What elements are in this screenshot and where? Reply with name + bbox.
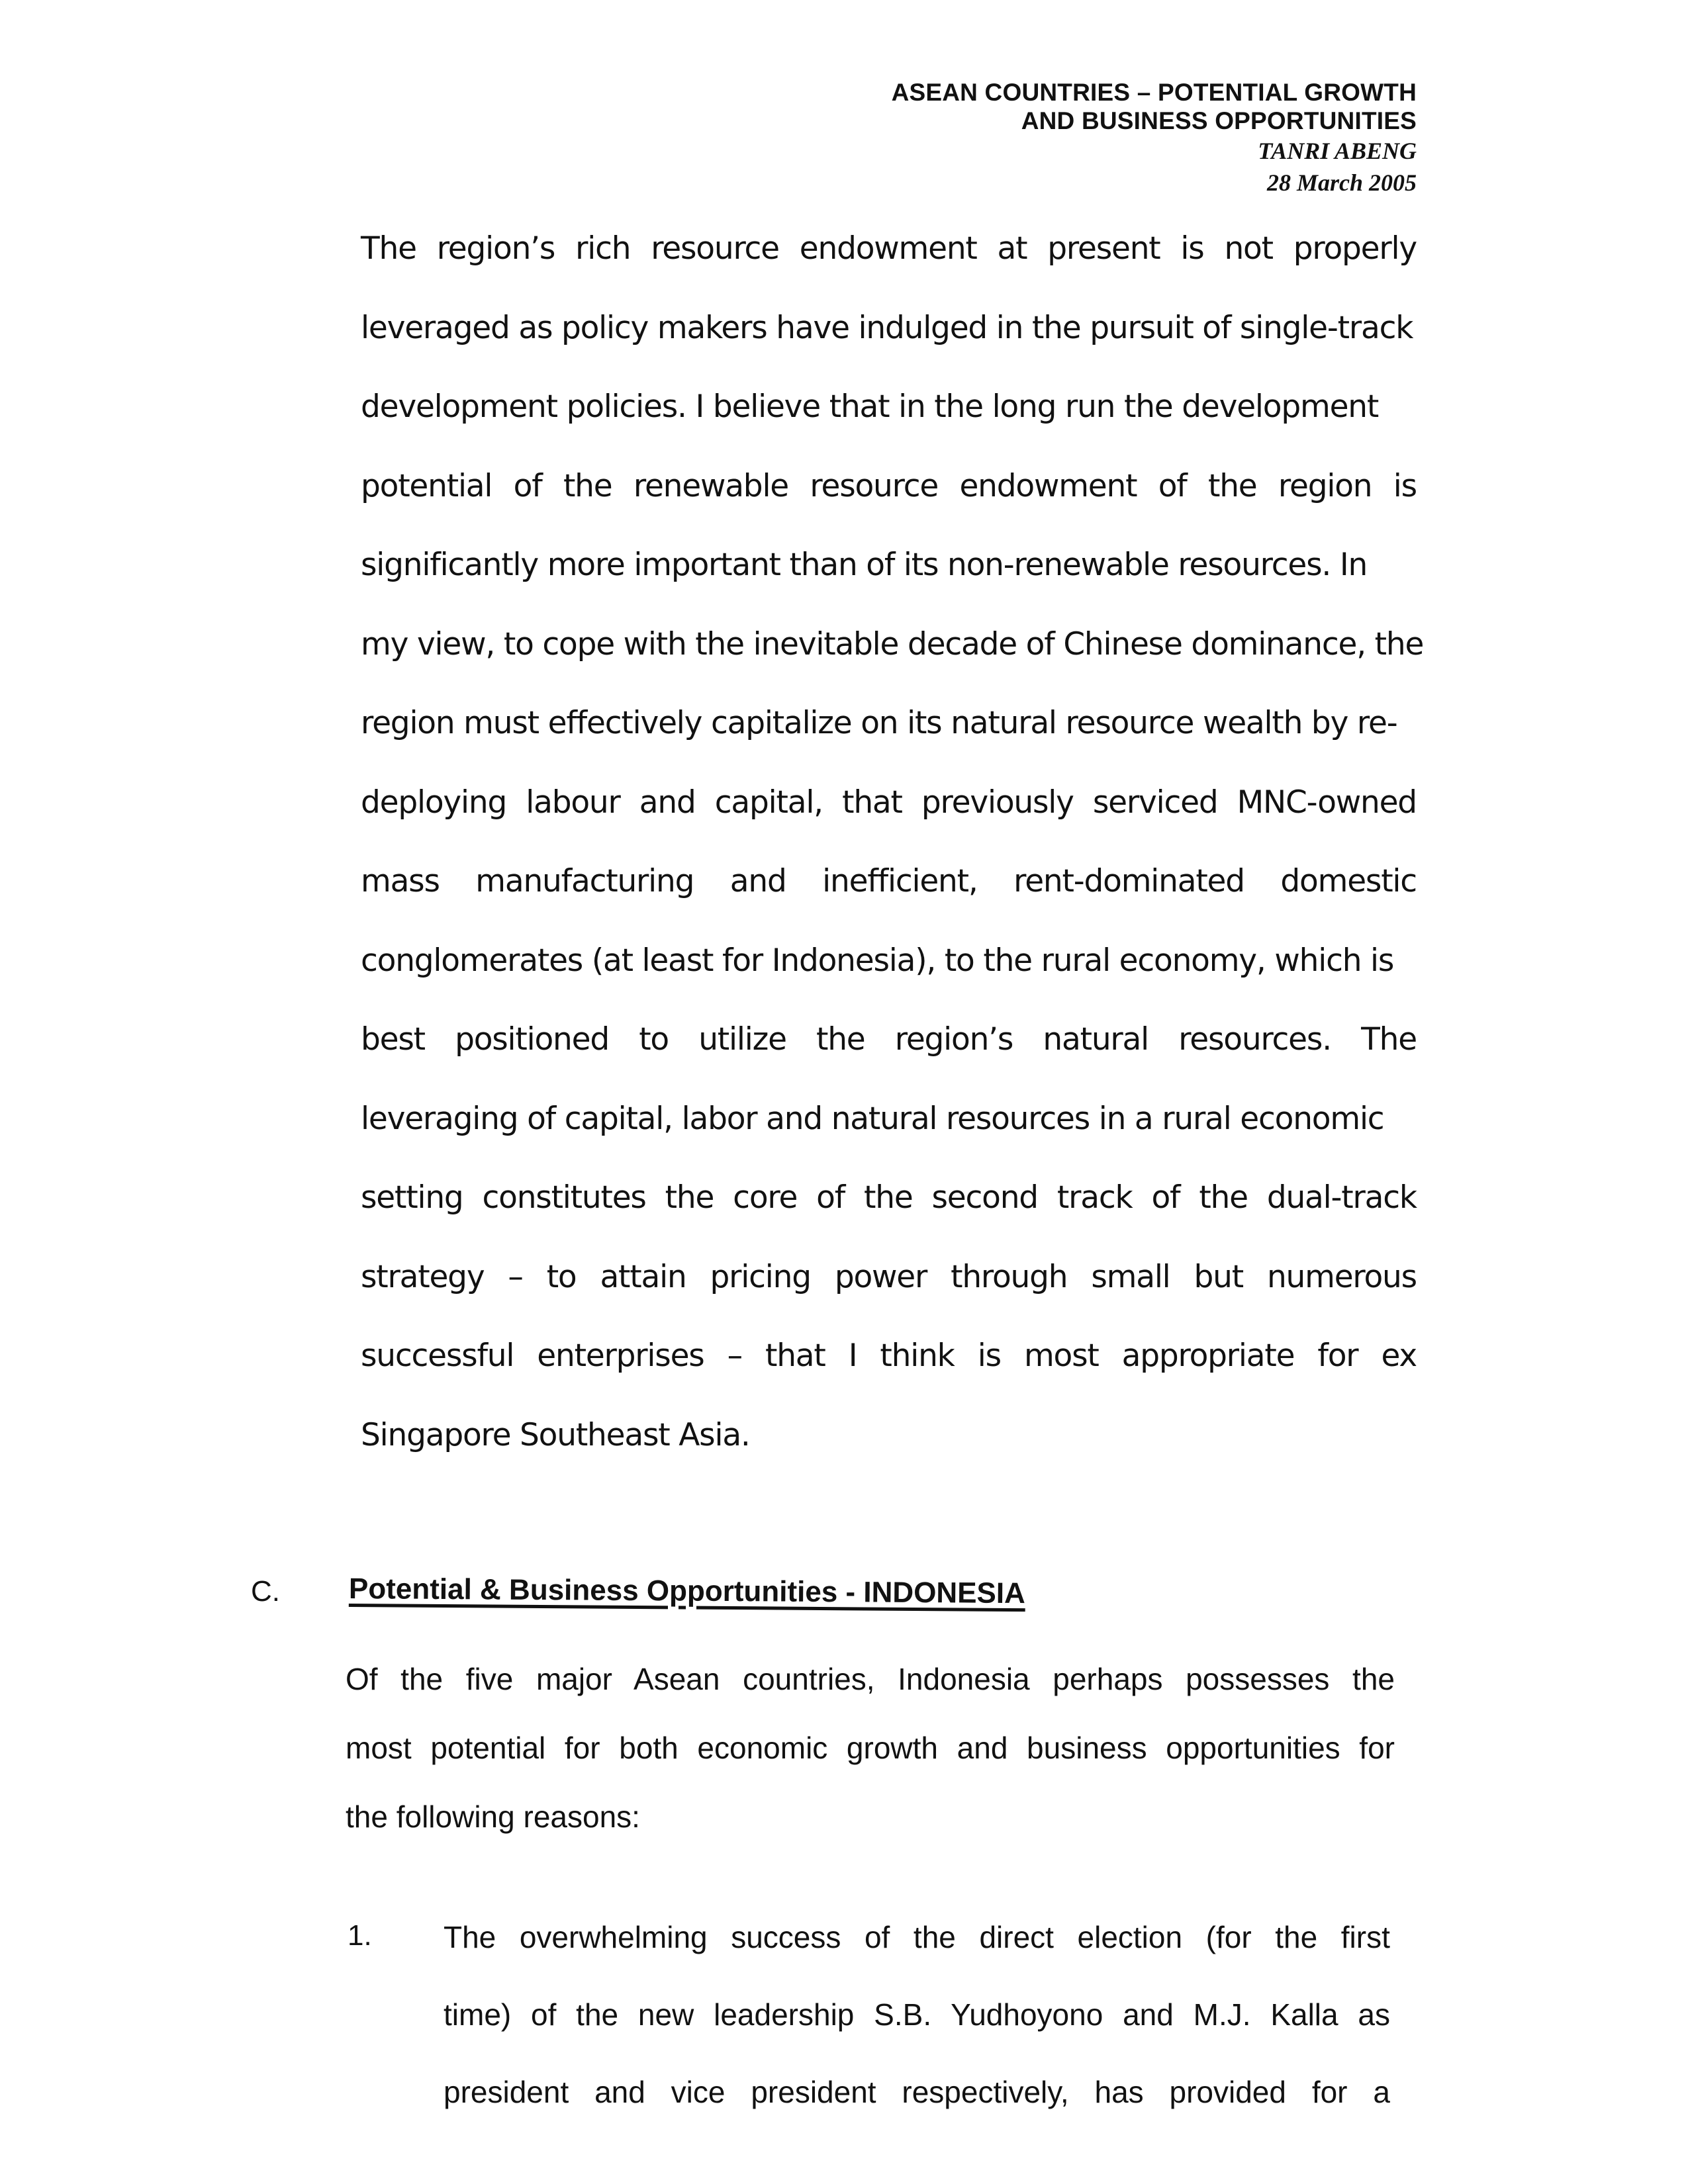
text-line xyxy=(444,2074,1390,2110)
word: dual-track xyxy=(1266,1179,1417,1216)
word: MNC-owned xyxy=(1237,784,1417,821)
word: of xyxy=(1151,1179,1180,1216)
word: small xyxy=(1091,1258,1170,1295)
word: inefficient, xyxy=(822,863,978,899)
line-text: leveraging of capital, labor and natural resources in a rural economic xyxy=(361,1100,1384,1137)
word: rent-dominated xyxy=(1013,863,1244,899)
word: and xyxy=(594,2075,645,2109)
text-line xyxy=(361,1417,1417,1453)
header-title-line-1: ASEAN COUNTRIES – POTENTIAL GROWTH xyxy=(891,79,1417,106)
word: serviced xyxy=(1092,784,1218,821)
word: ex xyxy=(1381,1338,1417,1374)
text-line xyxy=(361,942,1417,979)
word: strategy xyxy=(361,1258,485,1295)
text-line xyxy=(361,310,1417,346)
line-text: region must effectively capitalize on its natural resource wealth by re- xyxy=(361,705,1397,741)
word: that xyxy=(842,784,902,821)
word: positioned xyxy=(455,1021,609,1058)
section-letter: C. xyxy=(251,1575,280,1608)
word: most xyxy=(1023,1338,1099,1374)
word: to xyxy=(639,1021,669,1058)
word: second xyxy=(931,1179,1038,1216)
word: has xyxy=(1094,2075,1144,2109)
word: (for xyxy=(1205,1920,1252,1954)
word: region’s xyxy=(894,1021,1013,1058)
word: think xyxy=(880,1338,955,1374)
word: overwhelming xyxy=(519,1920,708,1954)
word: first xyxy=(1340,1920,1390,1954)
text-line xyxy=(361,863,1417,899)
word: region’s xyxy=(436,230,555,267)
word: mass xyxy=(361,863,440,899)
word: enterprises xyxy=(537,1338,704,1374)
header-title-line-2: AND BUSINESS OPPORTUNITIES xyxy=(1021,107,1417,134)
word: a xyxy=(1373,2075,1390,2109)
word: I xyxy=(848,1338,857,1374)
word: – xyxy=(508,1258,523,1295)
word: endowment xyxy=(799,230,977,267)
line-text: leveraged as policy makers have indulged in the pursuit of single-track xyxy=(361,309,1413,346)
word: the xyxy=(913,1920,956,1954)
word: the xyxy=(1199,1179,1248,1216)
word: The xyxy=(444,1920,496,1954)
word: The xyxy=(361,230,416,267)
word: numerous xyxy=(1266,1258,1417,1295)
text-line xyxy=(361,1101,1417,1137)
word: of xyxy=(1158,467,1187,504)
section-heading: Potential & Business Opportunities - INDONESIA xyxy=(348,1572,1026,1610)
word: The xyxy=(1361,1021,1417,1058)
text-line: Of the five major Asean countries, Indonesia perhaps possesses the xyxy=(346,1662,1395,1696)
word: capital, xyxy=(714,784,823,821)
word: for xyxy=(1311,2075,1348,2109)
line-text: conglomerates (at least for Indonesia), to the rural economy, which is xyxy=(361,942,1394,979)
word: for xyxy=(1317,1338,1358,1374)
word: the xyxy=(1207,467,1257,504)
word: not xyxy=(1224,230,1273,267)
text-line: the following reasons: xyxy=(346,1799,640,1834)
word: best xyxy=(361,1021,425,1058)
word: success xyxy=(731,1920,841,1954)
word: successful xyxy=(361,1338,514,1374)
word: of xyxy=(513,467,542,504)
word: resources. xyxy=(1178,1021,1331,1058)
word: is xyxy=(1180,230,1204,267)
word: renewable xyxy=(633,467,789,504)
word: to xyxy=(546,1258,577,1295)
word: through xyxy=(951,1258,1068,1295)
text-line xyxy=(361,468,1417,504)
word: the xyxy=(1275,1920,1318,1954)
word: of xyxy=(864,1920,890,1954)
word: attain xyxy=(600,1258,686,1295)
word: labour xyxy=(526,784,620,821)
text-line xyxy=(361,1259,1417,1295)
word: election xyxy=(1077,1920,1183,1954)
word: resource xyxy=(651,230,779,267)
word: deploying xyxy=(361,784,507,821)
text-line xyxy=(361,547,1417,583)
word: previously xyxy=(921,784,1074,821)
word: and xyxy=(729,863,786,899)
word: endowment xyxy=(959,467,1137,504)
text-line: most potential for both economic growth and business opportunities for xyxy=(346,1731,1395,1765)
word: present xyxy=(1047,230,1160,267)
text-line xyxy=(361,1179,1417,1216)
word: pricing xyxy=(710,1258,811,1295)
word: is xyxy=(977,1338,1001,1374)
word: setting xyxy=(361,1179,463,1216)
text-line: time) of the new leadership S.B. Yudhoyono and M.J. Kalla as xyxy=(444,1997,1390,2032)
text-line xyxy=(361,230,1417,267)
word: region xyxy=(1278,467,1372,504)
word: – xyxy=(727,1338,742,1374)
word: at xyxy=(997,230,1027,267)
word: the xyxy=(864,1179,913,1216)
word: rich xyxy=(575,230,631,267)
word: appropriate xyxy=(1121,1338,1295,1374)
word: the xyxy=(665,1179,714,1216)
text-line xyxy=(361,705,1417,741)
word: manufacturing xyxy=(475,863,694,899)
word: and xyxy=(639,784,696,821)
line-text: development policies. I believe that in the long run the development xyxy=(361,388,1379,425)
word: potential xyxy=(361,467,492,504)
word: power xyxy=(834,1258,927,1295)
word: provided xyxy=(1169,2075,1286,2109)
word: direct xyxy=(979,1920,1054,1954)
line-text: significantly more important than of its non-renewable resources. In xyxy=(361,547,1368,583)
line-text: my view, to cope with the inevitable decade of Chinese dominance, the xyxy=(361,625,1424,662)
list-item-number: 1. xyxy=(348,1919,372,1952)
word: natural xyxy=(1043,1021,1149,1058)
word: that xyxy=(765,1338,825,1374)
text-line xyxy=(361,1338,1417,1374)
word: core xyxy=(733,1179,798,1216)
word: president xyxy=(444,2075,569,2109)
header-date: 28 March 2005 xyxy=(1266,169,1417,196)
word: the xyxy=(563,467,612,504)
text-line xyxy=(361,388,1417,425)
word: properly xyxy=(1293,230,1417,267)
word: track xyxy=(1056,1179,1133,1216)
text-line xyxy=(361,1021,1417,1058)
word: constitutes xyxy=(482,1179,646,1216)
word: but xyxy=(1194,1258,1243,1295)
page-header xyxy=(892,78,1417,199)
word: respectively, xyxy=(902,2075,1069,2109)
word: is xyxy=(1393,467,1417,504)
text-line xyxy=(361,784,1417,821)
text-line xyxy=(444,1919,1390,1955)
word: of xyxy=(816,1179,845,1216)
word: president xyxy=(751,2075,876,2109)
word: resource xyxy=(810,467,939,504)
text-line xyxy=(361,625,1424,662)
word: utilize xyxy=(698,1021,786,1058)
line-text: Singapore Southeast Asia. xyxy=(361,1416,750,1453)
word: vice xyxy=(671,2075,726,2109)
word: domestic xyxy=(1280,863,1417,899)
word: the xyxy=(816,1021,865,1058)
header-author: TANRI ABENG xyxy=(1258,138,1417,164)
